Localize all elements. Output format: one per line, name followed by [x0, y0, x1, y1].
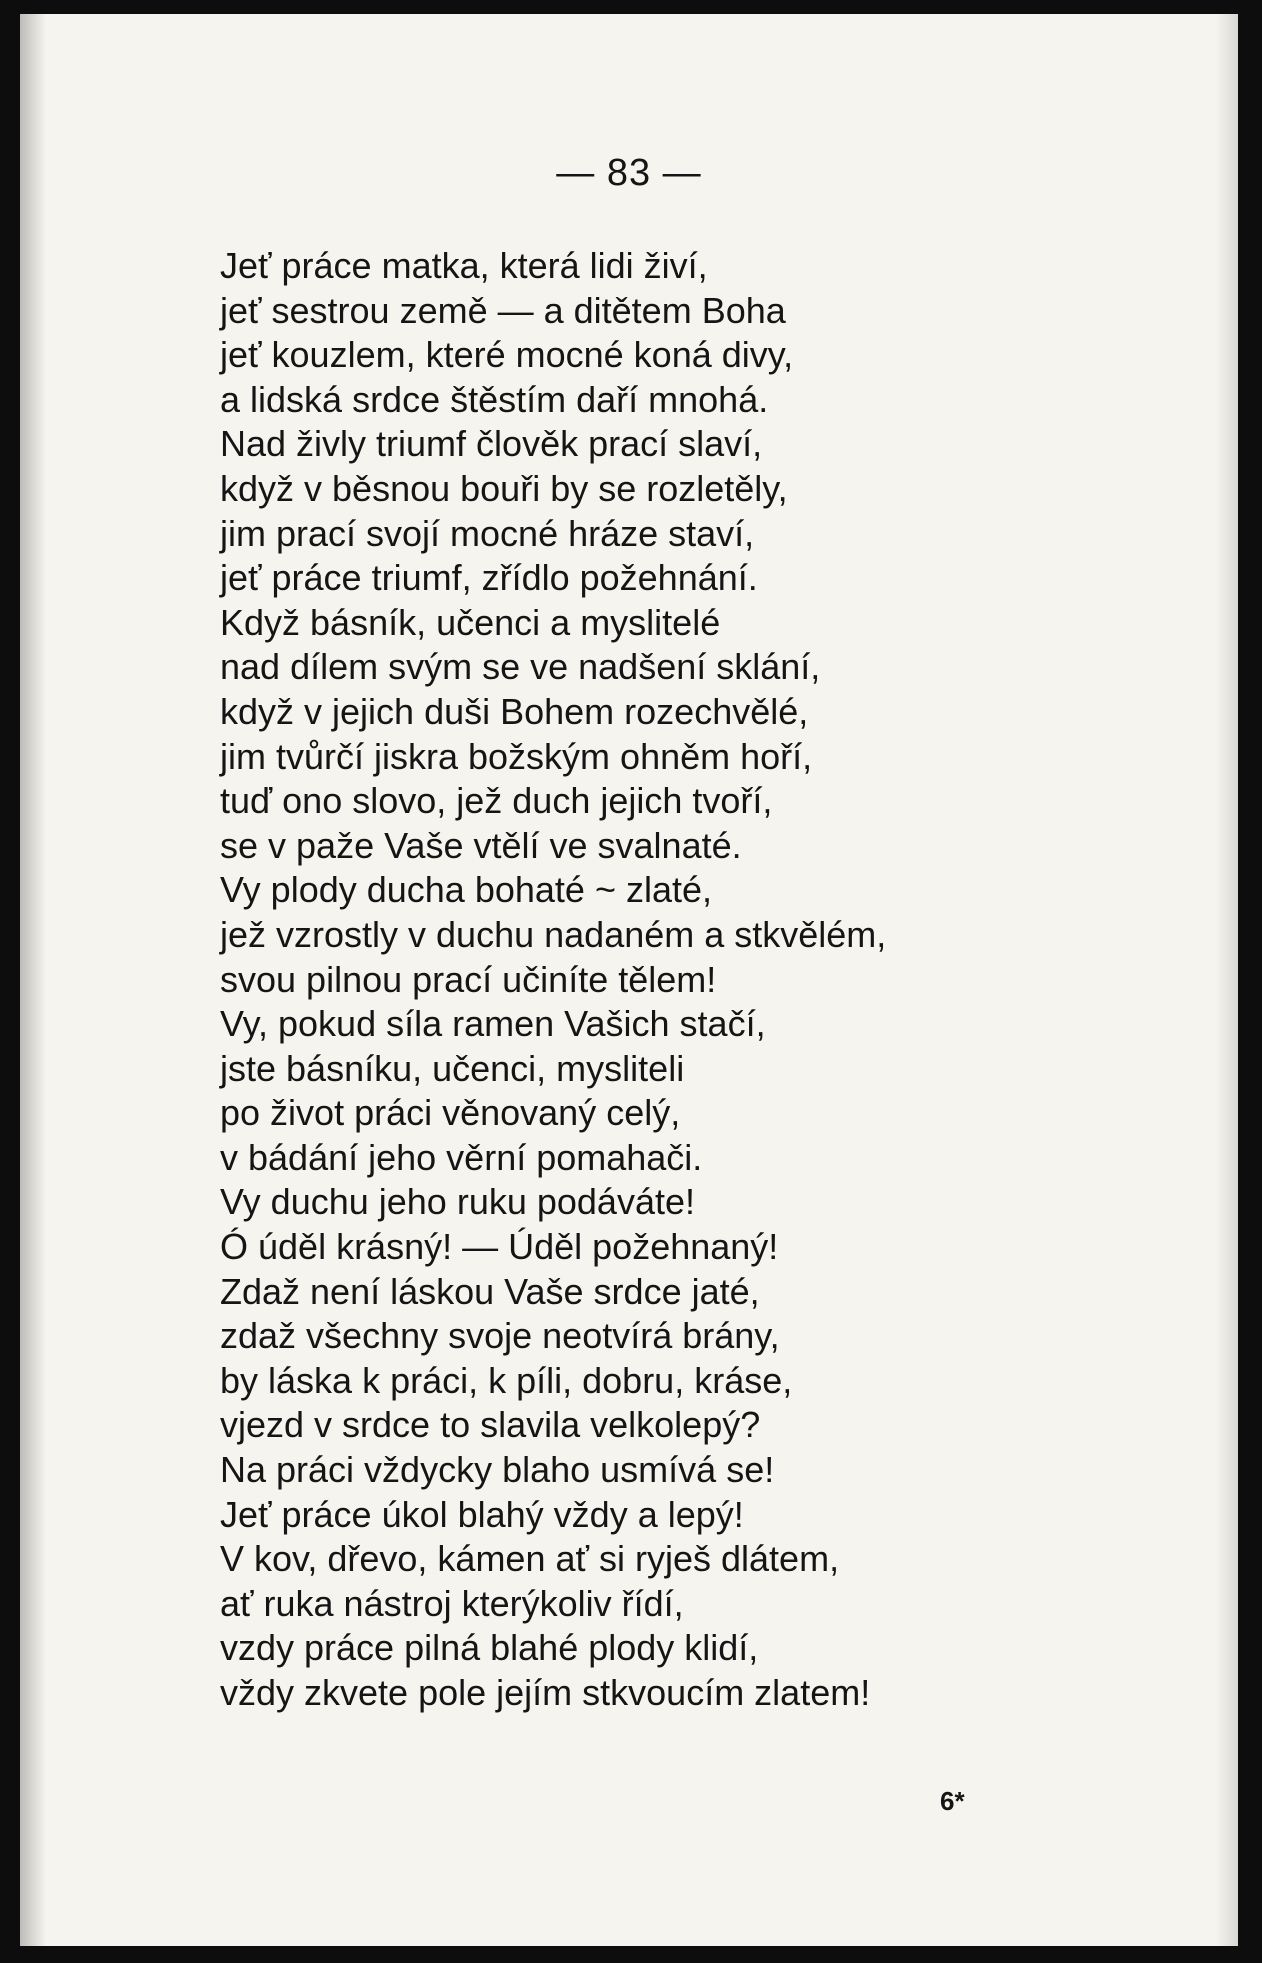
poem-line: Vy, pokud síla ramen Vašich stačí, [220, 1003, 766, 1045]
poem-line: ať ruka nástroj kterýkoliv řídí, [220, 1582, 684, 1624]
poem-line: jeť práce triumf, zřídlo požehnání. [220, 557, 758, 599]
poem-line: jeť kouzlem, které mocné koná divy, [220, 334, 794, 376]
poem-line: by láska k práci, k píli, dobru, kráse, [220, 1359, 793, 1401]
poem-line: Když básník, učenci a myslitelé [220, 601, 721, 643]
printer-signature-mark: 6* [940, 1786, 965, 1816]
poem-line: a lidská srdce štěstím daří mnohá. [220, 378, 769, 420]
page-gutter-shadow [20, 14, 46, 1946]
poem-line: jste básníku, učenci, mysliteli [220, 1047, 685, 1089]
poem-line: se v paže Vaše vtělí ve svalnaté. [220, 824, 742, 866]
poem-line: Ó úděl krásný! — Úděl požehnaný! [220, 1226, 779, 1268]
poem-line: nad dílem svým se ve nadšení sklání, [220, 646, 821, 688]
poem-line: Zdaž není láskou Vaše srdce jaté, [220, 1270, 760, 1312]
poem-line: vjezd v srdce to slavila velkolepý? [220, 1404, 761, 1446]
poem-line: vždy zkvete pole jejím stkvoucím zlatem! [220, 1672, 871, 1713]
poem-line: jim prací svojí mocné hráze staví, [220, 512, 755, 554]
poem-line: když v jejich duši Bohem rozechvělé, [220, 690, 809, 732]
poem-line: svou pilnou prací učiníte tělem! [220, 958, 717, 1000]
poem-line: Na práci vždycky blaho usmívá se! [220, 1449, 775, 1491]
book-page [20, 14, 1238, 1946]
poem-line: Nad živly triumf člověk prací slaví, [220, 423, 763, 465]
poem-line: zdaž všechny svoje neotvírá brány, [220, 1315, 780, 1357]
poem-line: jim tvůrčí jiskra božským ohněm hoří, [220, 735, 813, 777]
poem-line: Vy plody ducha bohaté ~ zlaté, [220, 869, 713, 911]
page-number: — 83 — [556, 152, 702, 194]
poem-line: vzdy práce pilná blahé plody klidí, [220, 1627, 759, 1669]
poem-line: V kov, dřevo, kámen ať si ryješ dlátem, [220, 1538, 840, 1580]
poem-line: po život práci věnovaný celý, [220, 1092, 681, 1134]
poem-line: tuď ono slovo, jež duch jejich tvoří, [220, 780, 773, 822]
page-edge-shadow [1216, 14, 1238, 1946]
poem-line: jež vzrostly v duchu nadaném a stkvělém, [220, 913, 887, 955]
poem-line: Jeť práce úkol blahý vždy a lepý! [220, 1493, 744, 1535]
poem-line: jeť sestrou země — a ditětem Boha [220, 289, 786, 331]
poem-line: Jeť práce matka, která lidi živí, [220, 245, 708, 286]
poem-line: v bádání jeho věrní pomahači. [220, 1136, 703, 1178]
poem-text [220, 244, 886, 1716]
poem-line: Vy duchu jeho ruku podáváte! [220, 1181, 695, 1223]
poem-line: když v běsnou bouři by se rozletěly, [220, 467, 788, 509]
